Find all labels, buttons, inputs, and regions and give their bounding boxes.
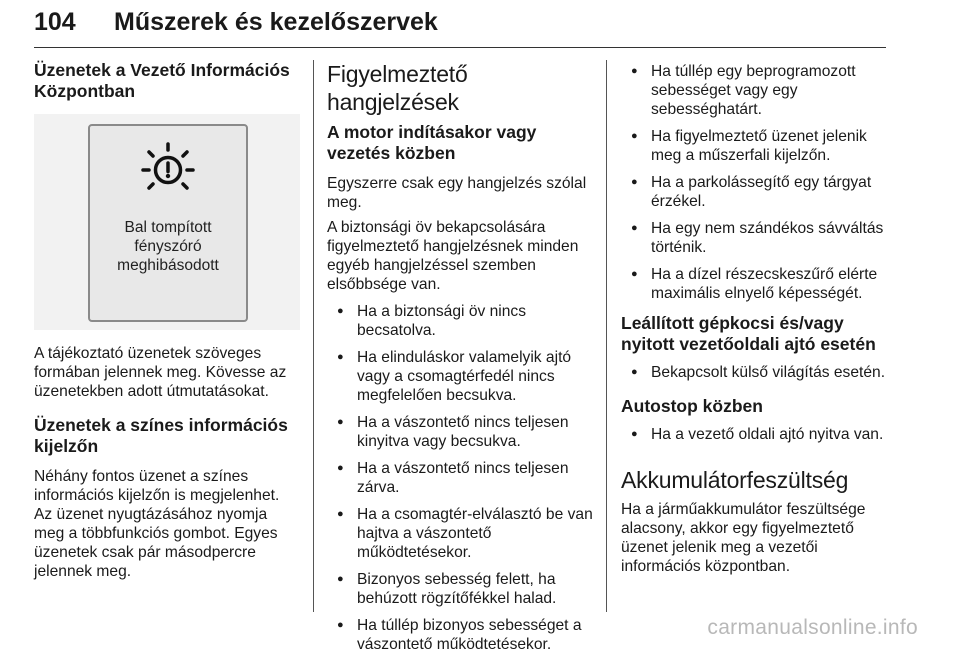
column-3 xyxy=(621,54,891,576)
section-heading-dic: Üzenetek a Vezető Információs Központban xyxy=(34,60,290,101)
list-item: ● Ha a vezető oldali ajtó nyitva van. xyxy=(621,425,891,444)
column-divider xyxy=(313,60,314,612)
list-item: ● Ha elinduláskor valamelyik ajtó vagy a csomagtérfedél nincs megfelelően becsukva. xyxy=(327,348,593,405)
autostop-list xyxy=(621,425,891,444)
section-heading-battery-voltage: Akkumulátorfeszültség xyxy=(621,467,849,493)
section-heading-warning-chimes: Figyelmeztető hangjelzések xyxy=(327,61,468,115)
list-item: ● Ha túllép bizonyos sebességet a vászontető működtetésekor. xyxy=(327,616,593,654)
subheading-autostop: Autostop közben xyxy=(621,396,763,416)
lamp-fault-icon xyxy=(138,140,198,200)
watermark: carmanualsonline.info xyxy=(707,616,918,639)
list-item: ● Ha a csomagtér-elválasztó be van hajtva a vászontető működtetésekor. xyxy=(327,505,593,562)
list-item: ● Ha túllép egy beprogramozott sebességet vagy egy sebességhatárt. xyxy=(621,62,891,119)
subheading-engine-start: A motor indításakor vagy vezetés közben xyxy=(327,122,537,163)
dic-screen xyxy=(88,124,248,322)
paragraph: Ha a járműakkumulátor feszültsége alacsony, akkor egy figyelmeztető üzenet jelenik meg a vezetői információs központban. xyxy=(621,501,866,575)
paragraph: Egyszerre csak egy hangjelzés szólal meg. xyxy=(327,175,587,211)
column-2 xyxy=(327,60,593,654)
list-item: ● Ha egy nem szándékos sávváltás történik. xyxy=(621,219,891,257)
chime-list xyxy=(327,302,593,654)
list-item: ● Bekapcsolt külső világítás esetén. xyxy=(621,363,891,382)
chapter-title: Műszerek és kezelőszervek xyxy=(114,8,438,36)
list-item: ● Ha a dízel részecskeszűrő elérte maximális elnyelő képességét. xyxy=(621,265,891,303)
column-1 xyxy=(34,60,300,581)
page-header xyxy=(34,6,886,48)
dic-screen-message: Bal tompított fényszóró meghibásodott xyxy=(117,219,219,274)
chime-list-continued xyxy=(621,62,891,303)
paragraph: A biztonsági öv bekapcsolására figyelmeztető hangjelzésnek minden egyéb hangjelzéssel szemben elsőbbsége van. xyxy=(327,219,579,293)
paragraph: Néhány fontos üzenet a színes információs kijelzőn is megjelenhet. Az üzenet nyugtázásához nyomja meg a többfunkciós gombot. Egyes üzenetek csak pár másodpercre jelennek meg. xyxy=(34,468,280,580)
list-item: ● Ha figyelmeztető üzenet jelenik meg a műszerfali kijelzőn. xyxy=(621,127,891,165)
list-item: ● Ha a parkolássegítő egy tárgyat érzékel. xyxy=(621,173,891,211)
list-item: ● Ha a vászontető nincs teljesen zárva. xyxy=(327,459,593,497)
subheading-parked-vehicle: Leállított gépkocsi és/vagy nyitott vezetőoldali ajtó esetén xyxy=(621,313,876,354)
paragraph: A tájékoztató üzenetek szöveges formában jelennek meg. Kövesse az üzenetekben adott útmutatásokat. xyxy=(34,345,287,400)
list-item: ● Ha a vászontető nincs teljesen kinyitva vagy becsukva. xyxy=(327,413,593,451)
parked-list xyxy=(621,363,891,382)
list-item: ● Bizonyos sebesség felett, ha behúzott rögzítőfékkel halad. xyxy=(327,570,593,608)
dic-figure xyxy=(34,114,300,330)
column-divider xyxy=(606,60,607,612)
page-number: 104 xyxy=(34,8,76,36)
section-heading-color-display: Üzenetek a színes információs kijelzőn xyxy=(34,415,288,456)
list-item: ● Ha a biztonsági öv nincs becsatolva. xyxy=(327,302,593,340)
